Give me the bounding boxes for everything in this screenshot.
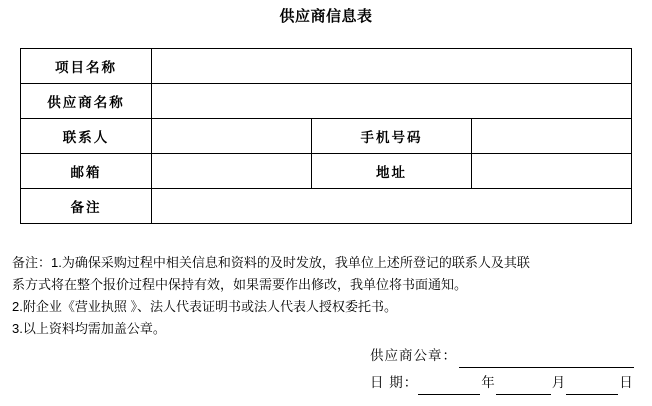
date-label: 日 期： bbox=[370, 375, 419, 390]
table-row bbox=[21, 189, 632, 224]
note-line-4: 3.以上资料均需加盖公章。 bbox=[12, 321, 166, 336]
table-row bbox=[21, 49, 632, 84]
field-value-mobile-number[interactable] bbox=[472, 119, 632, 154]
date-day-input-line[interactable] bbox=[566, 379, 618, 395]
field-label-address: 地址 bbox=[312, 154, 472, 189]
note-line-2: 系方式将在整个报价过程中保持有效，如果需要作出修改，我单位将书面通知。 bbox=[12, 277, 468, 292]
field-label-project-name: 项目名称 bbox=[21, 49, 152, 84]
field-value-remark[interactable] bbox=[152, 189, 632, 224]
table-row bbox=[21, 119, 632, 154]
seal-label: 供应商公章： bbox=[370, 348, 457, 363]
notes-section bbox=[12, 252, 644, 340]
date-month-unit: 月 bbox=[551, 375, 566, 390]
field-label-mobile-number: 手机号码 bbox=[312, 119, 472, 154]
field-label-contact-person: 联系人 bbox=[21, 119, 152, 154]
page-title: 供应商信息表 bbox=[279, 8, 373, 25]
date-year-unit: 年 bbox=[481, 375, 495, 390]
field-value-address[interactable] bbox=[472, 154, 632, 189]
note-line-1: 备注：1.为确保采购过程中相关信息和资料的及时发放，我单位上述所登记的联系人及其联 bbox=[12, 255, 530, 270]
seal-input-line[interactable] bbox=[459, 352, 634, 368]
date-day-unit: 日 bbox=[619, 375, 633, 390]
note-line-3: 2.附企业《营业执照 》、法人代表证明书或法人代表人授权委托书。 bbox=[12, 299, 397, 314]
table-row bbox=[21, 154, 632, 189]
field-value-contact-person[interactable] bbox=[152, 119, 312, 154]
field-label-email: 邮箱 bbox=[21, 154, 152, 189]
date-month-input-line[interactable] bbox=[496, 379, 551, 395]
field-label-remark: 备注 bbox=[21, 189, 152, 224]
date-row bbox=[370, 370, 634, 395]
signature-block bbox=[370, 343, 634, 395]
field-value-project-name[interactable] bbox=[152, 49, 632, 84]
date-year-input-line[interactable] bbox=[418, 379, 480, 395]
seal-row bbox=[370, 343, 634, 368]
field-label-supplier-name: 供应商名称 bbox=[21, 84, 152, 119]
field-value-email[interactable] bbox=[152, 154, 312, 189]
field-value-supplier-name[interactable] bbox=[152, 84, 632, 119]
table-row bbox=[21, 84, 632, 119]
supplier-info-table bbox=[20, 48, 632, 224]
